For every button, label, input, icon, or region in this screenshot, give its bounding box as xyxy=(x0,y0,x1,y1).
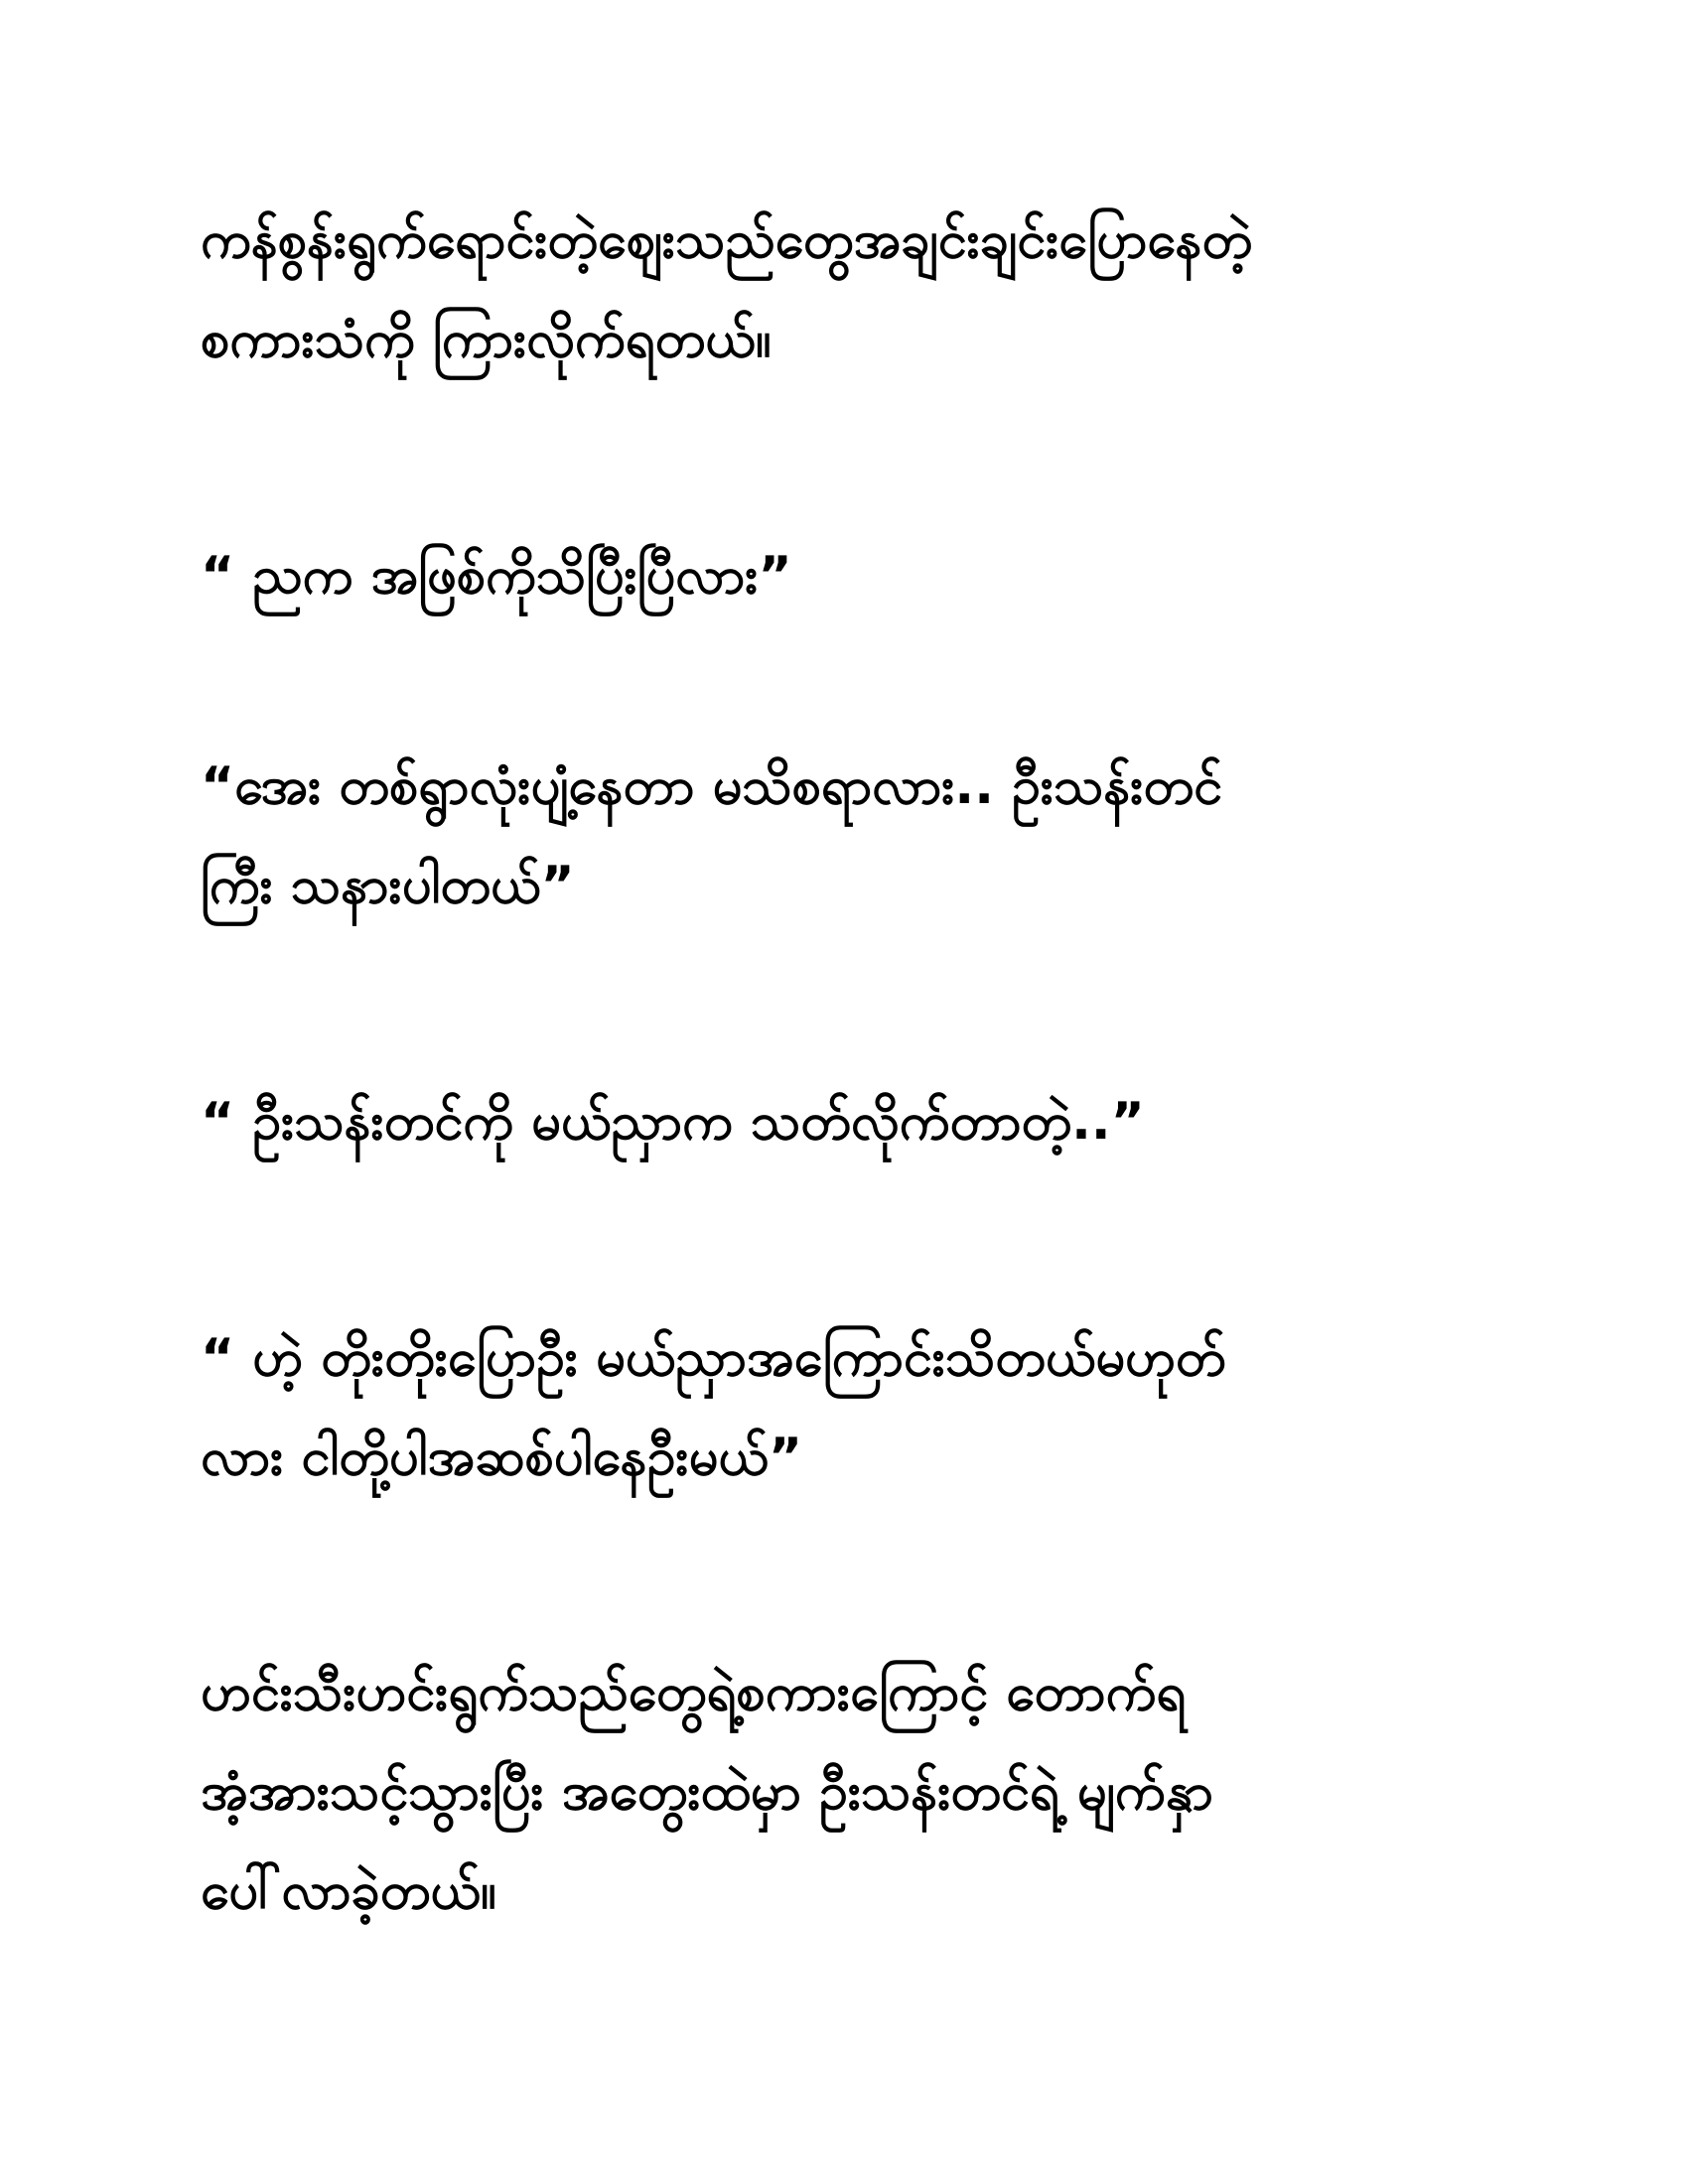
paragraph-line: ကြီး သနားပါတယ်” xyxy=(201,856,575,915)
paragraph-6 xyxy=(201,1643,1491,1941)
paragraph-line: အံ့အားသင့်သွားပြီး အတွေးထဲမှာ ဦးသန်းတင်ရဲ့ မျက်နှာ xyxy=(201,1762,1213,1822)
paragraph-line: “ ဦးသန်းတင်ကို မယ်ညှာက သတ်လိုက်တာတဲ့..” xyxy=(201,1092,1145,1152)
paragraph-line: လား ငါတို့ပါအဆစ်ပါနေဦးမယ်” xyxy=(201,1428,802,1487)
paragraph-line: “ ဟဲ့ တိုးတိုးပြောဦး မယ်ညှာအကြောင်းသိတယ်မဟုတ် xyxy=(201,1328,1226,1388)
paragraph-2 xyxy=(201,526,1491,625)
paragraph-4 xyxy=(201,1072,1491,1171)
paragraph-3 xyxy=(201,737,1491,935)
paragraph-line: “ ညက အဖြစ်ကိုသိပြီးပြီလား” xyxy=(201,546,792,606)
paragraph-line: “အေး တစ်ရွာလုံးပျံ့နေတာ မသိစရာလား.. ဦးသန်းတင် xyxy=(201,756,1222,816)
paragraph-line: စကားသံကို ကြားလိုက်ရတယ်။ xyxy=(201,310,772,369)
paragraph-line: ဟင်းသီးဟင်းရွက်သည်တွေရဲ့စကားကြောင့် တောက်ရ xyxy=(201,1663,1187,1722)
paragraph-line: ပေါ်လာခဲ့တယ်။ xyxy=(201,1861,496,1921)
paragraph-1 xyxy=(201,191,1491,389)
paragraph-5 xyxy=(201,1308,1491,1507)
paragraph-line: ကန်စွန်းရွက်ရောင်းတဲ့ဈေးသည်တွေအချင်းချင်းပြောနေတဲ့ xyxy=(201,210,1253,270)
